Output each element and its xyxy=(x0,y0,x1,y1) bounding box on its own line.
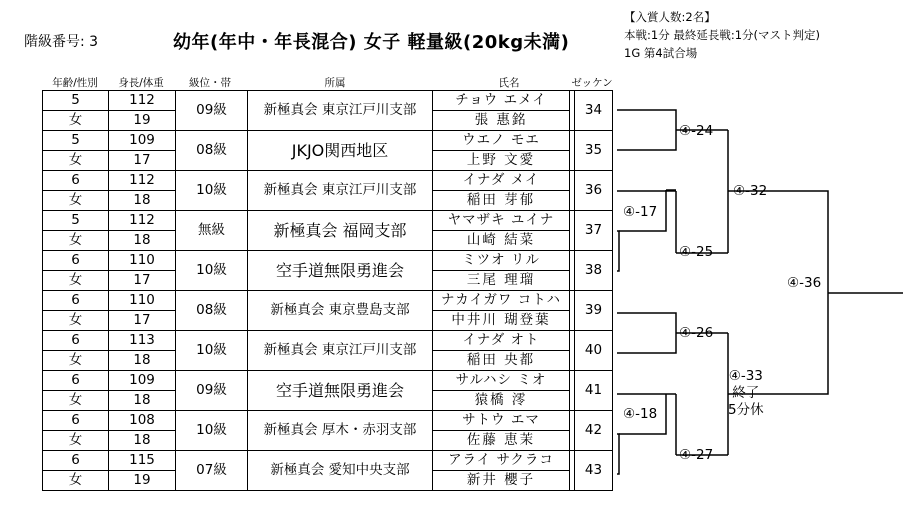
weight: 17 xyxy=(109,271,176,291)
match-note: 5分休 xyxy=(728,402,764,418)
name-kanji: 張 惠銘 xyxy=(433,111,570,131)
bib-number: 38 xyxy=(575,251,613,291)
weight: 18 xyxy=(109,231,176,251)
gender: 女 xyxy=(43,231,109,251)
bib-number: 42 xyxy=(575,411,613,451)
height: 112 xyxy=(109,171,176,191)
gender: 女 xyxy=(43,311,109,331)
rank: 08級 xyxy=(176,131,248,171)
rank: 09級 xyxy=(176,371,248,411)
affiliation: 新極真会 愛知中央支部 xyxy=(248,451,433,491)
gender: 女 xyxy=(43,271,109,291)
weight: 18 xyxy=(109,431,176,451)
bib-number: 37 xyxy=(575,211,613,251)
court-info: 1G 第4試合場 xyxy=(624,46,698,60)
name-kana: アライ サクラコ xyxy=(433,451,570,471)
gender: 女 xyxy=(43,111,109,131)
age: 5 xyxy=(43,211,109,231)
col-header-height-weight: 身長/体重 xyxy=(118,77,164,89)
bracket-line xyxy=(617,231,619,271)
name-kanji: 稲田 芽郁 xyxy=(433,191,570,211)
match-note: 終了 xyxy=(732,385,760,401)
bib-number: 43 xyxy=(575,451,613,491)
gender: 女 xyxy=(43,471,109,491)
affiliation: 空手道無限勇進会 xyxy=(248,251,433,291)
height: 109 xyxy=(109,131,176,151)
match-rules: 本戦:1分 最終延長戦:1分(マスト判定) xyxy=(624,28,821,42)
match-label: ④-17 xyxy=(623,204,658,220)
name-kanji: 新井 櫻子 xyxy=(433,471,570,491)
weight: 18 xyxy=(109,351,176,371)
name-kanji: 中井川 瑚登葉 xyxy=(433,311,570,331)
award-count: 【入賞人数:2名】 xyxy=(624,10,716,24)
weight: 18 xyxy=(109,191,176,211)
bib-number: 41 xyxy=(575,371,613,411)
bib-number: 40 xyxy=(575,331,613,371)
rank: 無級 xyxy=(176,211,248,251)
rank: 08級 xyxy=(176,291,248,331)
age: 6 xyxy=(43,371,109,391)
match-label: ④-36 xyxy=(787,275,822,291)
match-label: ④-24 xyxy=(679,123,714,139)
name-kanji: 猿橋 澪 xyxy=(433,391,570,411)
rank: 10級 xyxy=(176,251,248,291)
bib-number: 39 xyxy=(575,291,613,331)
weight: 19 xyxy=(109,471,176,491)
name-kana: ヤマザキ ユイナ xyxy=(433,211,570,231)
bracket-line xyxy=(617,313,676,353)
height: 112 xyxy=(109,211,176,231)
col-header-age-gender: 年齢/性別 xyxy=(52,77,98,89)
name-kanji: 佐藤 恵茉 xyxy=(433,431,570,451)
affiliation: 新極真会 東京江戸川支部 xyxy=(248,91,433,131)
name-kana: チョウ エメイ xyxy=(433,91,570,111)
name-kana: イナダ メイ xyxy=(433,171,570,191)
class-number: 階級番号: 3 xyxy=(24,34,99,50)
affiliation: JKJO関西地区 xyxy=(248,131,433,171)
name-kanji: 三尾 理瑠 xyxy=(433,271,570,291)
gender: 女 xyxy=(43,351,109,371)
name-kanji: 稲田 央都 xyxy=(433,351,570,371)
gender: 女 xyxy=(43,391,109,411)
height: 113 xyxy=(109,331,176,351)
page-title: 幼年(年中・年長混合) 女子 軽量級(20kg未満) xyxy=(173,32,570,53)
col-header-bib: ゼッケン xyxy=(571,77,613,89)
rank: 10級 xyxy=(176,171,248,211)
affiliation: 新極真会 東京豊島支部 xyxy=(248,291,433,331)
gender: 女 xyxy=(43,151,109,171)
bracket-line xyxy=(784,191,828,394)
rank: 10級 xyxy=(176,411,248,451)
age: 6 xyxy=(43,331,109,351)
height: 110 xyxy=(109,251,176,271)
age: 6 xyxy=(43,171,109,191)
name-kana: ミツオ リル xyxy=(433,251,570,271)
age: 6 xyxy=(43,291,109,311)
name-kana: ナカイガワ コトハ xyxy=(433,291,570,311)
col-header-rank: 級位・帯 xyxy=(189,77,231,89)
age: 6 xyxy=(43,451,109,471)
rank: 10級 xyxy=(176,331,248,371)
match-label: ④-25 xyxy=(679,244,714,260)
match-label: ④-32 xyxy=(733,183,768,199)
gender: 女 xyxy=(43,431,109,451)
name-kana: サトウ エマ xyxy=(433,411,570,431)
height: 115 xyxy=(109,451,176,471)
affiliation: 新極真会 厚木・赤羽支部 xyxy=(248,411,433,451)
gender: 女 xyxy=(43,191,109,211)
col-header-affiliation: 所属 xyxy=(324,77,346,89)
age: 6 xyxy=(43,411,109,431)
height: 109 xyxy=(109,371,176,391)
bib-number: 36 xyxy=(575,171,613,211)
age: 6 xyxy=(43,251,109,271)
weight: 17 xyxy=(109,311,176,331)
col-header-name: 氏名 xyxy=(498,77,520,89)
match-label-with-note xyxy=(728,368,764,419)
weight: 19 xyxy=(109,111,176,131)
age: 5 xyxy=(43,131,109,151)
affiliation: 新極真会 東京江戸川支部 xyxy=(248,171,433,211)
name-kana: イナダ オト xyxy=(433,331,570,351)
height: 108 xyxy=(109,411,176,431)
match-label: ④-33 xyxy=(728,368,763,384)
match-label: ④-26 xyxy=(679,325,714,341)
bib-number: 34 xyxy=(575,91,613,131)
match-label: ④-18 xyxy=(623,406,658,422)
height: 112 xyxy=(109,91,176,111)
weight: 18 xyxy=(109,391,176,411)
affiliation: 新極真会 福岡支部 xyxy=(248,211,433,251)
bracket-line xyxy=(617,434,619,474)
rank: 07級 xyxy=(176,451,248,491)
name-kanji: 上野 文愛 xyxy=(433,151,570,171)
match-label: ④-27 xyxy=(679,447,714,463)
name-kanji: 山崎 結菜 xyxy=(433,231,570,251)
bracket-line xyxy=(617,110,676,150)
height: 110 xyxy=(109,291,176,311)
bib-number: 35 xyxy=(575,131,613,171)
affiliation: 新極真会 東京江戸川支部 xyxy=(248,331,433,371)
rank: 09級 xyxy=(176,91,248,131)
name-kana: ウエノ モエ xyxy=(433,131,570,151)
affiliation: 空手道無限勇進会 xyxy=(248,371,433,411)
name-kana: サルハシ ミオ xyxy=(433,371,570,391)
weight: 17 xyxy=(109,151,176,171)
age: 5 xyxy=(43,91,109,111)
